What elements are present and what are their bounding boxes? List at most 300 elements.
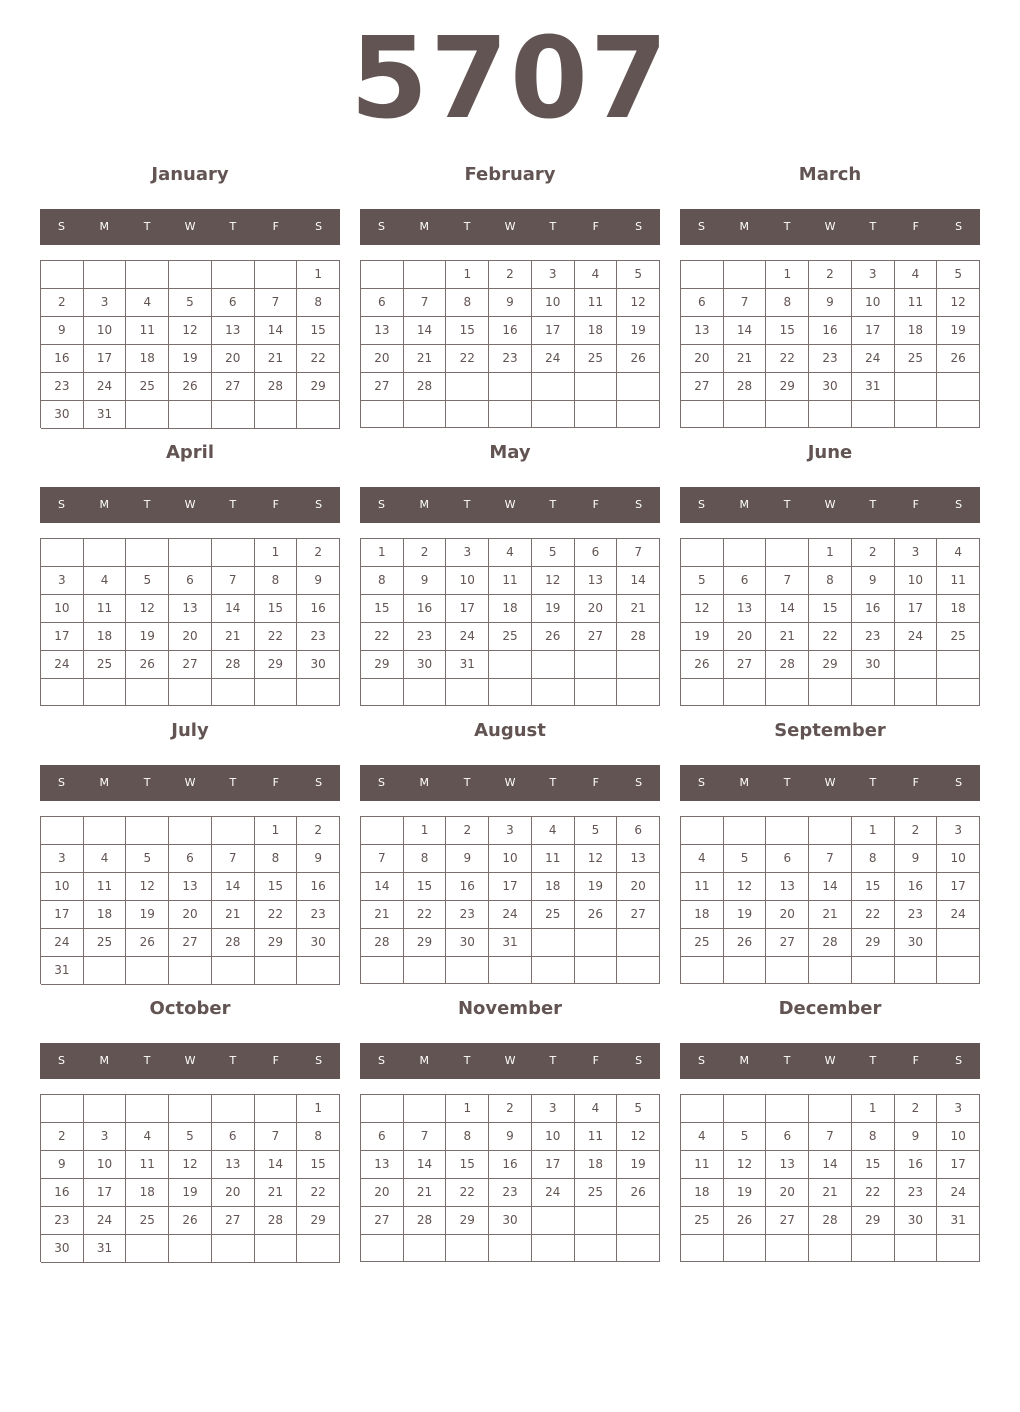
day-cell: 2 — [404, 539, 447, 567]
day-cell: 8 — [852, 845, 895, 873]
weekday-label: T — [869, 498, 877, 511]
day-cell: 16 — [852, 595, 895, 623]
day-cell: 3 — [84, 289, 127, 317]
day-cell: 3 — [84, 1123, 127, 1151]
day-cell — [681, 539, 724, 567]
day-cell: 21 — [255, 345, 298, 373]
day-cell: 13 — [212, 317, 255, 345]
day-cell: 25 — [681, 929, 724, 957]
day-cell: 6 — [361, 1123, 404, 1151]
day-cell: 10 — [895, 567, 938, 595]
day-cell — [404, 1235, 447, 1262]
day-cell — [297, 401, 340, 429]
day-cell: 12 — [575, 845, 618, 873]
day-cell: 23 — [297, 901, 340, 929]
weekday-label: W — [824, 220, 836, 233]
day-cell: 17 — [937, 1151, 980, 1179]
day-cell: 8 — [446, 1123, 489, 1151]
day-cell — [895, 401, 938, 428]
day-cell: 11 — [575, 289, 618, 317]
day-cell: 5 — [681, 567, 724, 595]
weekday-label: T — [229, 1054, 237, 1067]
day-cell — [895, 1235, 938, 1262]
day-cell: 27 — [212, 373, 255, 401]
day-cell: 12 — [169, 317, 212, 345]
day-cell: 3 — [937, 817, 980, 845]
day-cell — [255, 1095, 298, 1123]
day-cell: 12 — [126, 595, 169, 623]
day-cell: 3 — [937, 1095, 980, 1123]
day-cell: 3 — [895, 539, 938, 567]
day-cell: 4 — [532, 817, 575, 845]
day-cell: 20 — [361, 345, 404, 373]
day-cell — [617, 1207, 660, 1235]
day-cell — [404, 261, 447, 289]
weekday-label: T — [229, 498, 237, 511]
day-cell — [41, 679, 84, 706]
day-cell — [446, 957, 489, 984]
weekday-label: S — [377, 220, 385, 233]
day-cell: 19 — [126, 901, 169, 929]
day-cell: 22 — [297, 1179, 340, 1207]
day-cell — [255, 679, 298, 706]
day-cell: 6 — [724, 567, 767, 595]
day-cell: 6 — [169, 567, 212, 595]
day-cell — [852, 1235, 895, 1262]
day-cell: 16 — [489, 1151, 532, 1179]
day-cell — [84, 261, 127, 289]
day-cell: 16 — [404, 595, 447, 623]
month-name: February — [464, 164, 556, 185]
day-cell: 29 — [446, 1207, 489, 1235]
day-cell — [255, 261, 298, 289]
day-cell — [489, 679, 532, 706]
day-cell: 6 — [361, 289, 404, 317]
day-cell — [212, 1235, 255, 1263]
weekday-label: W — [824, 776, 836, 789]
day-cell: 24 — [852, 345, 895, 373]
day-cell — [532, 679, 575, 706]
day-cell — [361, 401, 404, 428]
day-cell — [361, 1235, 404, 1262]
day-cell — [169, 679, 212, 706]
day-cell: 1 — [361, 539, 404, 567]
day-cell: 30 — [895, 929, 938, 957]
day-cell: 9 — [297, 567, 340, 595]
weekday-label: T — [143, 776, 151, 789]
day-cell: 24 — [895, 623, 938, 651]
day-cell — [212, 401, 255, 429]
day-cell: 4 — [575, 1095, 618, 1123]
day-cell: 17 — [41, 901, 84, 929]
day-cell — [532, 1207, 575, 1235]
day-cell: 22 — [255, 623, 298, 651]
day-cell: 17 — [895, 595, 938, 623]
day-cell: 20 — [766, 901, 809, 929]
day-cell: 1 — [852, 1095, 895, 1123]
weekday-label: S — [315, 776, 323, 789]
day-cell — [84, 817, 127, 845]
weekday-label: M — [99, 498, 110, 511]
day-cell: 10 — [532, 289, 575, 317]
day-cell: 16 — [446, 873, 489, 901]
day-cell: 17 — [84, 345, 127, 373]
day-cell — [809, 1235, 852, 1262]
day-cell: 14 — [212, 873, 255, 901]
month-name: October — [149, 998, 231, 1019]
day-cell: 14 — [766, 595, 809, 623]
day-cell: 22 — [766, 345, 809, 373]
day-cell — [169, 1095, 212, 1123]
weekday-label: S — [377, 776, 385, 789]
day-cell — [446, 373, 489, 401]
day-cell — [724, 957, 767, 984]
day-cell: 14 — [404, 1151, 447, 1179]
weekday-header — [360, 1043, 660, 1079]
day-cell: 24 — [937, 901, 980, 929]
day-cell: 30 — [852, 651, 895, 679]
day-cell: 22 — [255, 901, 298, 929]
weekday-label: T — [229, 776, 237, 789]
weekday-label: F — [912, 1054, 919, 1067]
day-cell: 7 — [212, 845, 255, 873]
day-cell: 25 — [126, 1207, 169, 1235]
day-cell: 21 — [212, 901, 255, 929]
day-cell: 11 — [489, 567, 532, 595]
day-cell: 10 — [937, 1123, 980, 1151]
day-cell: 24 — [937, 1179, 980, 1207]
day-cell: 17 — [852, 317, 895, 345]
weekday-label: M — [419, 498, 430, 511]
day-cell: 18 — [937, 595, 980, 623]
weekday-header — [40, 209, 340, 245]
day-cell — [766, 817, 809, 845]
weekday-label: S — [377, 498, 385, 511]
day-cell — [361, 679, 404, 706]
weekday-label: M — [419, 220, 430, 233]
day-cell: 12 — [169, 1151, 212, 1179]
day-cell — [895, 373, 938, 401]
day-cell: 20 — [212, 1179, 255, 1207]
day-cell: 28 — [212, 651, 255, 679]
day-cell: 5 — [575, 817, 618, 845]
day-cell: 15 — [852, 873, 895, 901]
day-cell: 9 — [489, 289, 532, 317]
day-cell: 7 — [255, 1123, 298, 1151]
day-grid — [680, 538, 980, 706]
day-cell: 2 — [41, 1123, 84, 1151]
day-cell — [575, 1207, 618, 1235]
day-cell: 22 — [809, 623, 852, 651]
weekday-label: T — [143, 220, 151, 233]
day-cell: 5 — [532, 539, 575, 567]
day-cell: 18 — [895, 317, 938, 345]
day-cell — [126, 401, 169, 429]
weekday-label: M — [99, 220, 110, 233]
weekday-label: S — [57, 498, 65, 511]
day-cell — [937, 679, 980, 706]
day-cell: 12 — [681, 595, 724, 623]
day-cell: 4 — [489, 539, 532, 567]
day-cell: 14 — [809, 1151, 852, 1179]
day-cell: 1 — [255, 539, 298, 567]
day-cell — [766, 401, 809, 428]
day-cell: 22 — [297, 345, 340, 373]
weekday-header — [680, 209, 980, 245]
weekday-label: S — [315, 1054, 323, 1067]
day-cell: 21 — [766, 623, 809, 651]
day-cell — [937, 401, 980, 428]
day-cell: 1 — [852, 817, 895, 845]
day-cell — [575, 401, 618, 428]
day-cell: 29 — [852, 929, 895, 957]
day-cell: 29 — [809, 651, 852, 679]
day-cell — [852, 679, 895, 706]
day-cell: 7 — [361, 845, 404, 873]
day-cell: 13 — [169, 595, 212, 623]
day-cell: 3 — [532, 261, 575, 289]
day-cell: 21 — [212, 623, 255, 651]
weekday-label: M — [419, 776, 430, 789]
weekday-label: T — [549, 498, 557, 511]
day-grid — [360, 816, 660, 984]
day-cell: 28 — [404, 1207, 447, 1235]
day-cell: 21 — [255, 1179, 298, 1207]
day-cell: 28 — [212, 929, 255, 957]
day-cell — [446, 401, 489, 428]
day-cell — [766, 539, 809, 567]
day-cell: 20 — [169, 623, 212, 651]
weekday-label: W — [184, 220, 196, 233]
day-cell — [724, 1095, 767, 1123]
day-cell: 30 — [297, 929, 340, 957]
day-cell — [532, 651, 575, 679]
day-cell — [361, 957, 404, 984]
day-cell: 8 — [255, 567, 298, 595]
day-cell: 2 — [895, 817, 938, 845]
day-cell: 6 — [617, 817, 660, 845]
weekday-label: F — [592, 498, 599, 511]
day-cell: 27 — [212, 1207, 255, 1235]
day-cell: 20 — [575, 595, 618, 623]
day-grid — [360, 538, 660, 706]
day-cell — [575, 679, 618, 706]
weekday-label: M — [739, 220, 750, 233]
weekday-label: S — [697, 1054, 705, 1067]
day-cell: 14 — [361, 873, 404, 901]
day-cell — [681, 1235, 724, 1262]
day-cell: 17 — [937, 873, 980, 901]
day-cell: 31 — [489, 929, 532, 957]
day-cell: 3 — [41, 567, 84, 595]
day-cell: 31 — [852, 373, 895, 401]
day-cell: 29 — [766, 373, 809, 401]
day-cell: 26 — [724, 929, 767, 957]
day-cell: 11 — [126, 1151, 169, 1179]
day-cell: 6 — [766, 1123, 809, 1151]
day-cell: 8 — [852, 1123, 895, 1151]
day-cell: 28 — [766, 651, 809, 679]
day-cell: 15 — [766, 317, 809, 345]
day-cell — [575, 373, 618, 401]
day-cell: 6 — [575, 539, 618, 567]
day-cell: 1 — [766, 261, 809, 289]
day-cell: 15 — [297, 317, 340, 345]
day-cell — [575, 1235, 618, 1262]
day-cell — [532, 929, 575, 957]
weekday-label: M — [99, 776, 110, 789]
day-cell: 21 — [361, 901, 404, 929]
day-cell: 28 — [617, 623, 660, 651]
weekday-label: S — [57, 220, 65, 233]
day-cell: 1 — [446, 1095, 489, 1123]
day-cell — [681, 679, 724, 706]
day-cell: 11 — [895, 289, 938, 317]
day-cell: 15 — [255, 873, 298, 901]
day-cell: 28 — [255, 373, 298, 401]
day-cell: 8 — [766, 289, 809, 317]
day-cell: 2 — [297, 817, 340, 845]
day-cell — [169, 261, 212, 289]
day-cell: 26 — [617, 1179, 660, 1207]
day-cell: 16 — [895, 1151, 938, 1179]
day-cell — [937, 957, 980, 984]
day-cell: 30 — [41, 401, 84, 429]
day-cell: 27 — [361, 1207, 404, 1235]
day-cell — [895, 679, 938, 706]
weekday-label: T — [549, 1054, 557, 1067]
day-cell — [297, 957, 340, 985]
day-cell — [361, 261, 404, 289]
day-cell: 11 — [681, 1151, 724, 1179]
day-cell: 24 — [489, 901, 532, 929]
day-cell: 4 — [84, 845, 127, 873]
day-cell: 2 — [895, 1095, 938, 1123]
day-cell — [84, 1095, 127, 1123]
day-cell: 1 — [446, 261, 489, 289]
month-name: June — [807, 442, 853, 463]
day-cell: 3 — [489, 817, 532, 845]
day-cell: 26 — [532, 623, 575, 651]
day-cell: 3 — [532, 1095, 575, 1123]
day-cell: 15 — [297, 1151, 340, 1179]
day-grid — [680, 260, 980, 428]
weekday-label: T — [783, 1054, 791, 1067]
day-cell: 24 — [446, 623, 489, 651]
day-cell: 30 — [809, 373, 852, 401]
weekday-label: W — [184, 776, 196, 789]
day-cell: 6 — [212, 1123, 255, 1151]
day-cell — [681, 261, 724, 289]
day-cell — [809, 679, 852, 706]
day-cell: 11 — [575, 1123, 618, 1151]
day-cell: 26 — [169, 1207, 212, 1235]
weekday-label: T — [143, 1054, 151, 1067]
day-cell: 4 — [84, 567, 127, 595]
day-cell — [809, 1095, 852, 1123]
day-cell — [169, 539, 212, 567]
day-cell: 11 — [937, 567, 980, 595]
weekday-label: T — [463, 1054, 471, 1067]
day-cell: 29 — [404, 929, 447, 957]
day-cell: 16 — [297, 595, 340, 623]
day-cell: 5 — [724, 845, 767, 873]
day-grid — [40, 1094, 340, 1262]
day-cell — [681, 817, 724, 845]
day-cell: 19 — [169, 1179, 212, 1207]
day-cell: 7 — [404, 289, 447, 317]
day-cell: 15 — [404, 873, 447, 901]
day-cell: 3 — [446, 539, 489, 567]
day-cell: 24 — [41, 651, 84, 679]
day-cell — [489, 373, 532, 401]
weekday-header — [680, 487, 980, 523]
day-cell: 22 — [404, 901, 447, 929]
weekday-header — [680, 1043, 980, 1079]
month-name: April — [165, 442, 215, 463]
day-cell: 25 — [489, 623, 532, 651]
weekday-label: S — [955, 776, 963, 789]
weekday-label: S — [635, 498, 643, 511]
day-cell: 1 — [297, 261, 340, 289]
day-cell — [255, 401, 298, 429]
day-cell: 19 — [617, 1151, 660, 1179]
day-cell — [809, 401, 852, 428]
day-cell: 30 — [895, 1207, 938, 1235]
day-cell — [84, 679, 127, 706]
weekday-label: S — [377, 1054, 385, 1067]
day-cell: 23 — [41, 373, 84, 401]
day-cell: 23 — [489, 1179, 532, 1207]
weekday-header — [680, 765, 980, 801]
day-cell — [126, 679, 169, 706]
day-cell: 15 — [361, 595, 404, 623]
day-cell — [724, 539, 767, 567]
day-cell — [895, 957, 938, 984]
day-cell: 5 — [169, 1123, 212, 1151]
day-cell: 23 — [446, 901, 489, 929]
day-cell: 30 — [446, 929, 489, 957]
weekday-label: S — [635, 1054, 643, 1067]
day-cell: 27 — [169, 651, 212, 679]
day-cell: 3 — [852, 261, 895, 289]
day-cell — [41, 261, 84, 289]
weekday-label: F — [912, 776, 919, 789]
weekday-label: T — [143, 498, 151, 511]
day-cell: 18 — [575, 317, 618, 345]
day-cell: 3 — [41, 845, 84, 873]
day-cell: 18 — [532, 873, 575, 901]
day-cell: 7 — [617, 539, 660, 567]
day-cell: 8 — [809, 567, 852, 595]
day-cell: 9 — [446, 845, 489, 873]
day-cell — [937, 651, 980, 679]
day-cell: 18 — [489, 595, 532, 623]
day-cell: 10 — [532, 1123, 575, 1151]
day-cell: 11 — [532, 845, 575, 873]
weekday-label: T — [869, 776, 877, 789]
day-cell: 7 — [809, 845, 852, 873]
weekday-header — [360, 209, 660, 245]
day-cell: 27 — [766, 929, 809, 957]
day-cell: 21 — [404, 345, 447, 373]
day-cell: 27 — [617, 901, 660, 929]
day-cell — [809, 957, 852, 984]
day-cell — [766, 679, 809, 706]
day-cell: 9 — [895, 1123, 938, 1151]
day-cell: 13 — [724, 595, 767, 623]
day-cell — [297, 679, 340, 706]
